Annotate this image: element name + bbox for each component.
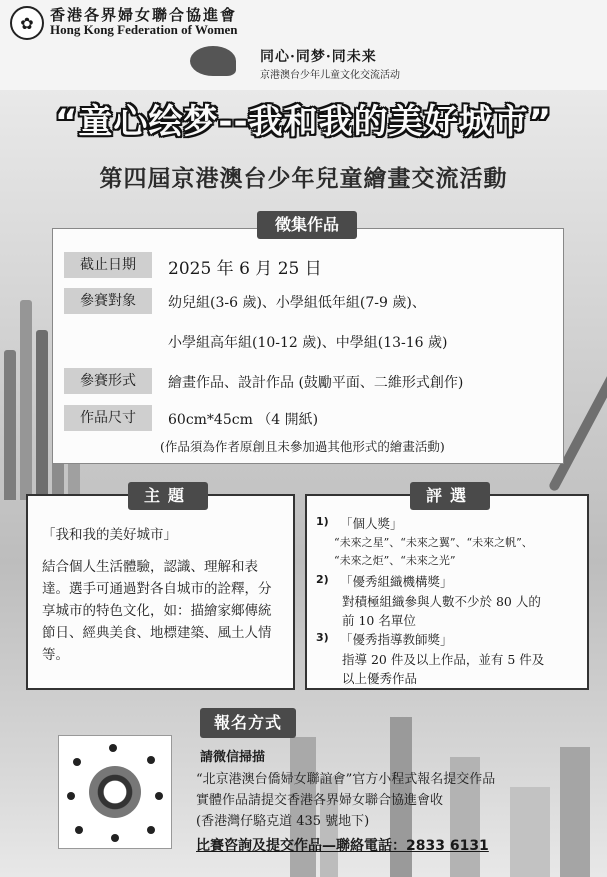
award-2-detail-line2: 前 10 名單位 (342, 613, 416, 628)
award-1-detail-line2: “未來之炬”、“未來之光” (334, 554, 456, 567)
size-value: 60cm*45cm （4 開紙) (168, 412, 319, 428)
registration-address: (香港灣仔駱克道 435 號地下) (196, 814, 370, 829)
event-logo-mark (190, 46, 236, 76)
collection-heading: 徵集作品 (257, 211, 357, 239)
award-2-title: 「優秀組織機構獎」 (340, 574, 453, 589)
event-slogan-sub: 京港澳台少年儿童文化交流活动 (260, 70, 400, 81)
participants-value-line2: 小學組高年組(10-12 歲)、中學組(13-16 歲) (168, 335, 448, 351)
wechat-qr-code[interactable] (58, 735, 172, 849)
event-slogan: 同心·同梦·同未来 (260, 49, 377, 65)
award-3-number: 3) (316, 631, 329, 644)
theme-description: 結合個人生活體驗，認識、理解和表達。選手可通過對各自城市的詮釋，分享城市的特色文化，如：描繪家鄉傳統節日、經典美食、地標建築、風土人情等。 (42, 559, 272, 663)
federation-logo: ✿ (10, 6, 44, 40)
award-2-number: 2) (316, 573, 329, 586)
award-3-title: 「優秀指導教師獎」 (340, 632, 453, 647)
award-2-detail: 對積極組織參與人數不少於 80 人的 (342, 594, 541, 609)
award-3-detail: 指導 20 件及以上作品，並有 5 件及 (342, 652, 545, 667)
qr-center-logo (89, 766, 141, 818)
format-label: 參賽形式 (64, 368, 152, 394)
award-3-detail-line2: 以上優秀作品 (342, 671, 418, 686)
judging-heading: 評選 (410, 482, 490, 510)
sub-title: 第四屆京港澳台少年兒童繪畫交流活動 (99, 166, 508, 192)
theme-title: 「我和我的美好城市」 (42, 527, 177, 543)
award-1-title: 「個人獎」 (340, 516, 403, 531)
deadline-value: 2025 年 6 月 25 日 (168, 259, 322, 279)
theme-heading: 主題 (128, 482, 208, 510)
registration-line-2: “北京港澳台僑婦女聯誼會”官方小程式報名提交作品 (196, 772, 496, 787)
registration-line-1: 請微信掃描 (200, 750, 266, 765)
originality-note: (作品須為作者原創且未參加過其他形式的繪畫活動) (160, 439, 445, 454)
award-1-number: 1) (316, 515, 329, 528)
award-1-detail: “未來之星”、“未來之翼”、“未來之帆”、 (334, 536, 533, 549)
registration-heading: 報名方式 (200, 708, 296, 738)
size-label: 作品尺寸 (64, 405, 152, 431)
main-title: “童心绘梦--我和我的美好城市” (55, 102, 552, 142)
registration-line-3: 實體作品請提交香港各界婦女聯合協進會收 (196, 793, 444, 808)
deadline-label: 截止日期 (64, 252, 152, 278)
org-name-cn: 香港各界婦女聯合協進會 (50, 6, 238, 24)
participants-label: 參賽對象 (64, 288, 152, 314)
format-value: 繪畫作品、設計作品 (鼓勵平面、二維形式創作) (168, 375, 464, 391)
contact-phone: 比賽咨詢及提交作品—聯絡電話：2833 6131 (196, 838, 489, 854)
org-name-en: Hong Kong Federation of Women (50, 22, 238, 37)
participants-value: 幼兒組(3-6 歲)、小學組低年組(7-9 歲)、 (168, 295, 426, 311)
